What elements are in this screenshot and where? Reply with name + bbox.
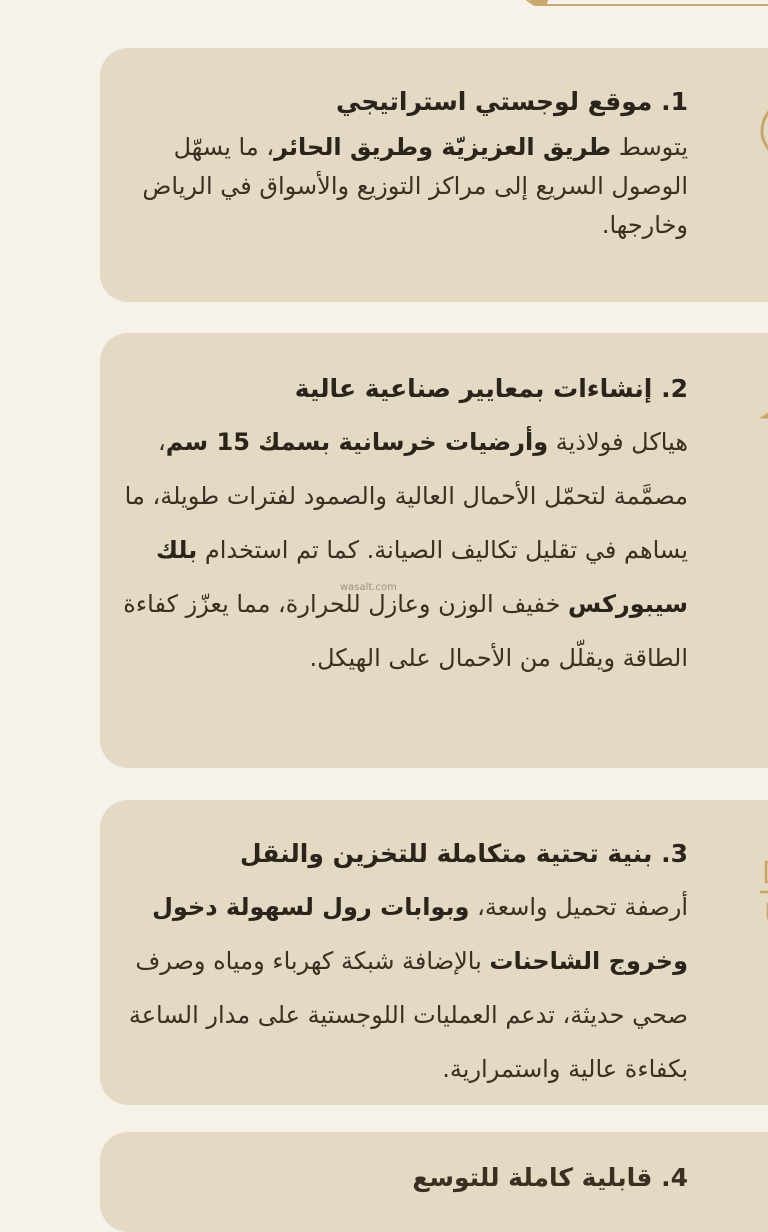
warehouse-icon xyxy=(750,842,768,932)
card-description: هياكل فولاذية وأرضيات خرسانية بسمك 15 سم، مصمَّمة لتحمّل الأحمال العالية والصمود لفترات طويلة، ما يساهم في تقليل تكاليف الصيانة. كما تم استخدام بلك سيبوركس خفيف الوزن وعازل للحرارة، مما يعزّز كفاءة الطاقة ويقلّل من الأحمال على الهيكل. xyxy=(123,428,688,672)
feature-card-infrastructure xyxy=(100,800,768,1105)
card-description: يتوسط طريق العزيزيّة وطريق الحائر، ما يسهّل الوصول السريع إلى مراكز التوزيع والأسواق في الرياض وخارجها. xyxy=(142,133,688,239)
house-outline-icon xyxy=(750,375,768,465)
feature-card-construction xyxy=(100,333,768,768)
watermark: wasalt.com xyxy=(340,582,397,593)
card-title: 1. موقع لوجستي استراتيجي xyxy=(335,87,688,116)
card-title: 3. بنية تحتية متكاملة للتخزين والنقل xyxy=(239,839,688,868)
card-title: 4. قابلية كاملة للتوسع xyxy=(412,1163,688,1192)
top-decorative-arc xyxy=(520,0,768,6)
location-pin-icon xyxy=(750,92,768,182)
card-description: أرصفة تحميل واسعة، وبوابات رول لسهولة دخول وخروج الشاحنات بالإضافة شبكة كهرباء ومياه وصرف صحي حديثة، تدعم العمليات اللوجستية على مدار الساعة بكفاءة عالية واستمرارية. xyxy=(128,893,688,1083)
feature-card-expansion xyxy=(100,1132,768,1232)
feature-card-logistics-location xyxy=(100,48,768,302)
card-title: 2. إنشاءات بمعايير صناعية عالية xyxy=(294,374,688,403)
